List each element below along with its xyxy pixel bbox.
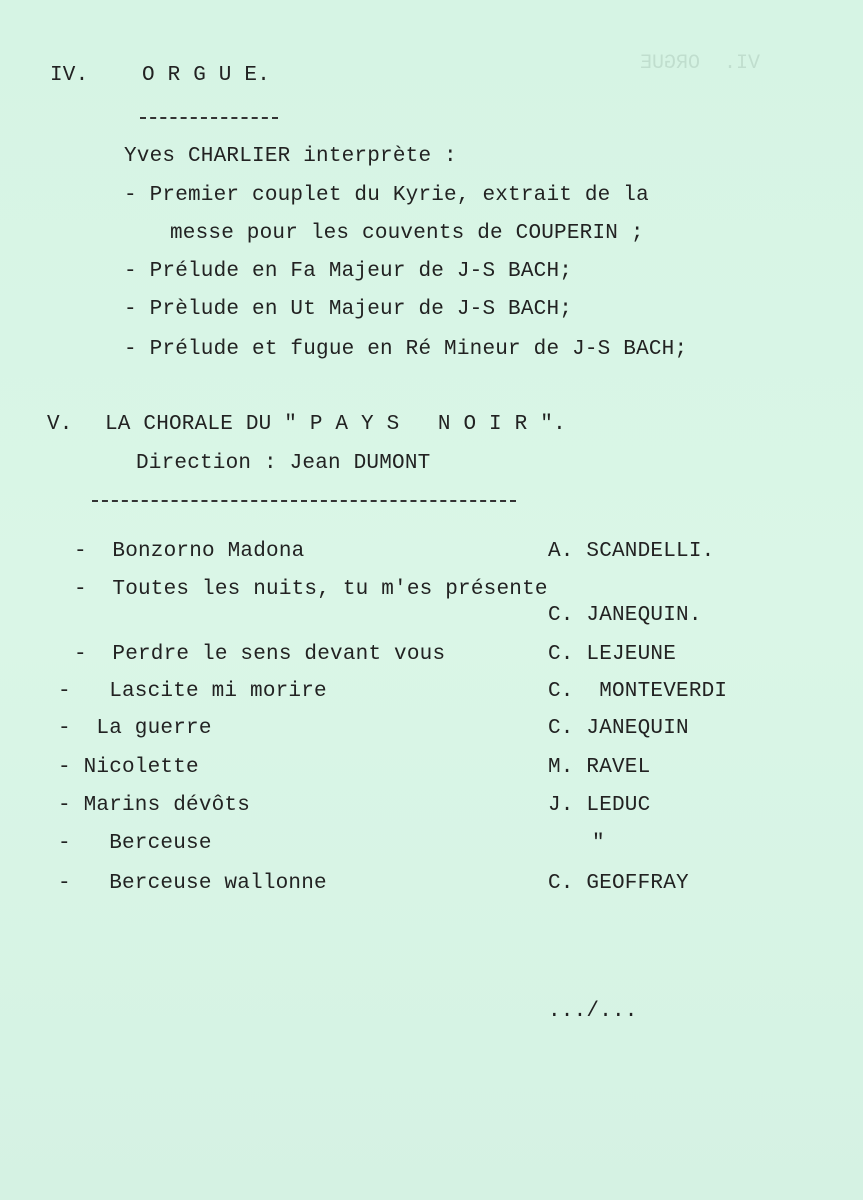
bleed-through-text: VI. ORGUE [640,52,761,75]
song-composer: J. LEDUC [548,794,651,817]
section-4-title: O R G U E. [142,64,271,87]
song-composer: C. LEJEUNE [548,643,677,666]
song-title: - Perdre le sens devant vous [74,643,446,666]
song-title: - Nicolette [58,756,199,779]
section-4-item-2: - Prélude en Fa Majeur de J-S BACH; [124,260,573,283]
song-composer: C. GEOFFRAY [548,872,689,895]
song-composer: C. MONTEVERDI [548,680,728,703]
song-title: - Berceuse [58,832,212,855]
section-4-item-1: - Premier couplet du Kyrie, extrait de la [124,184,649,207]
song-composer: " [592,832,605,855]
section-5-title: LA CHORALE DU " P A Y S N O I R ". [105,413,566,436]
song-composer: C. JANEQUIN [548,717,689,740]
song-composer: M. RAVEL [548,756,651,779]
song-title: - Bonzorno Madona [74,540,305,563]
song-composer: A. SCANDELLI. [548,540,715,563]
section-5-direction: Direction : Jean DUMONT [136,452,431,475]
section-4-item-3: - Prèlude en Ut Majeur de J-S BACH; [124,298,573,321]
song-title: - Berceuse wallonne [58,872,327,895]
song-title: - Lascite mi morire [58,680,327,703]
section-5-number: V. [47,413,73,436]
section-4-item-4: - Prélude et fugue en Ré Mineur de J-S BACH; [124,338,688,361]
section-4-underline [140,117,278,119]
song-composer: C. JANEQUIN. [548,604,702,627]
continuation-mark: .../... [548,1000,638,1023]
song-title: - Marins dévôts [58,794,251,817]
section-5-underline [92,500,516,502]
section-4-number: IV. [50,64,89,87]
section-4-item-1-cont: messe pour les couvents de COUPERIN ; [170,222,644,245]
song-title: - Toutes les nuits, tu m'es présente [74,578,548,601]
section-4-performer: Yves CHARLIER interprète : [124,145,457,168]
song-title: - La guerre [58,717,212,740]
